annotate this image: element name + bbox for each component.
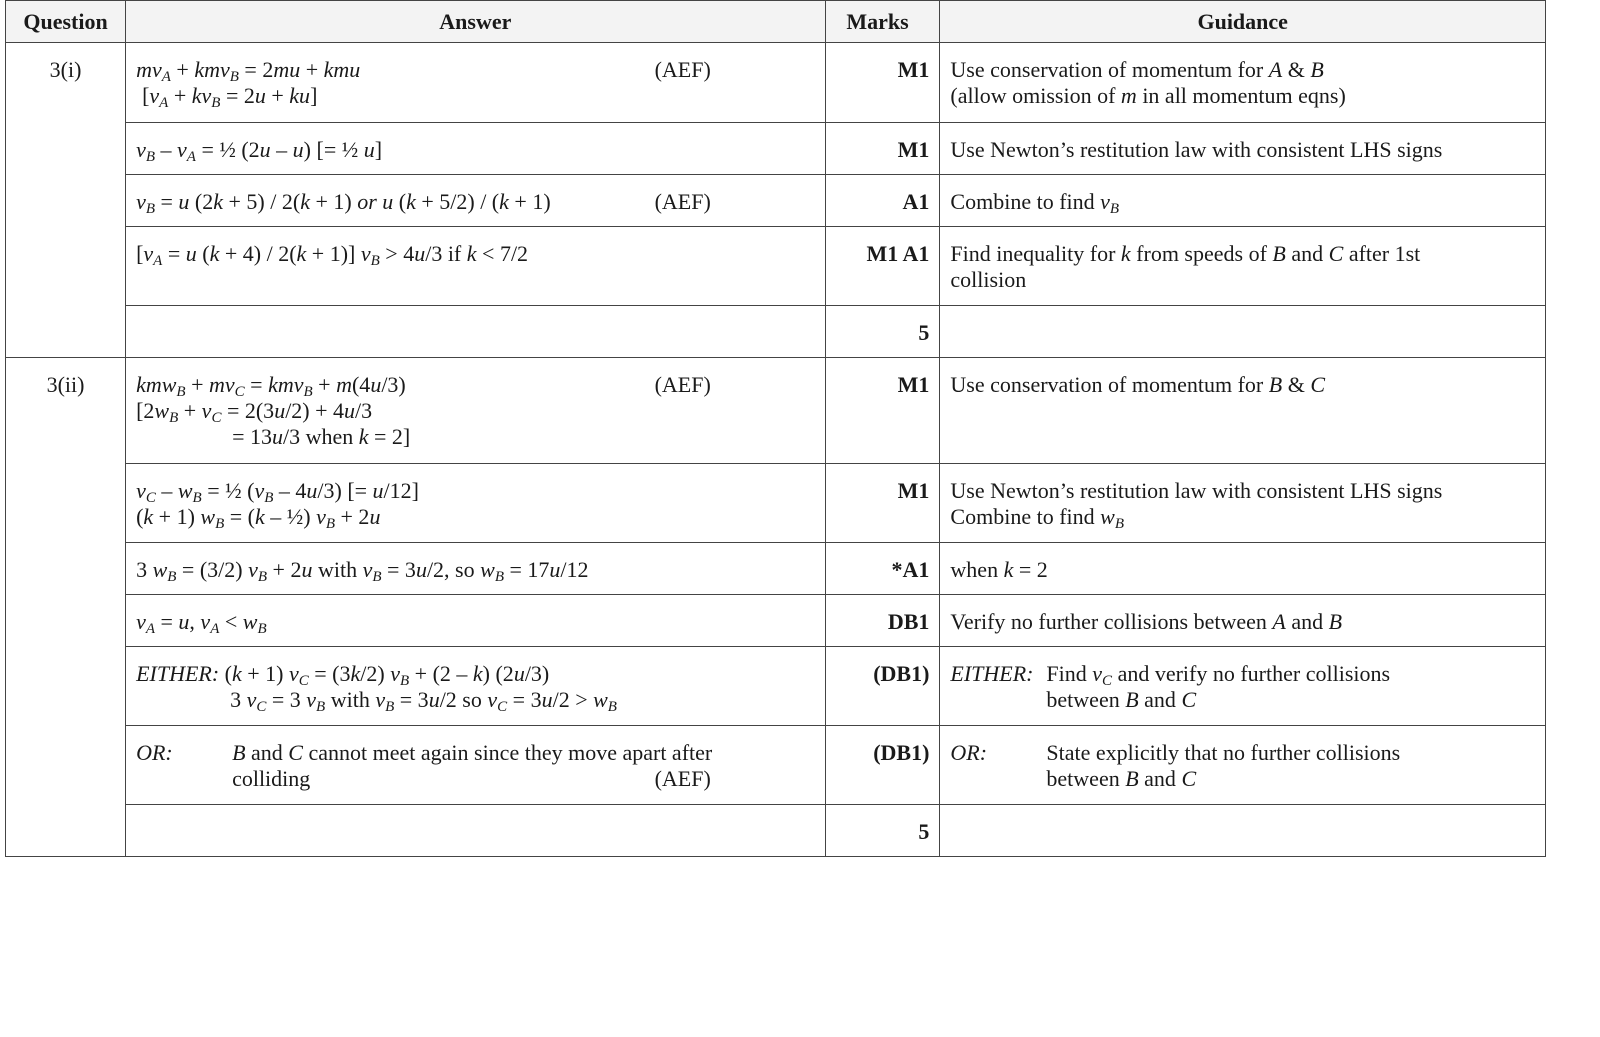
guidance-cell-empty (940, 805, 1546, 857)
guidance-line: Combine to find $v_B$ (950, 189, 1120, 217)
aef-note: (AEF) (654, 766, 711, 791)
answer-cell (126, 43, 826, 123)
answer-line: $kmw_B + mv_C = kmv_B + m(4u/3)$ (136, 372, 406, 400)
marks-cell: M1 (825, 123, 940, 175)
answer-cell (126, 123, 826, 175)
marks-cell: A1 (825, 175, 940, 227)
answer-cell-empty (126, 306, 826, 358)
header-marks: Marks (825, 1, 940, 43)
table-row (6, 227, 1546, 306)
either-label: EITHER: (950, 661, 1034, 686)
answer-line: [$2w_B + v_C = 2(3u/2) + 4u/3$ (136, 398, 373, 426)
table-row (6, 595, 1546, 647)
either-label: EITHER: (136, 661, 220, 686)
answer-cell (126, 726, 826, 805)
table-row (6, 464, 1546, 543)
guidance-cell (940, 464, 1546, 543)
guidance-cell (940, 227, 1546, 306)
header-guidance: Guidance (940, 1, 1546, 43)
answer-line: 3 $w_B = (3/2) v_B + 2u$ with $v_B = 3u/2$, so $w_B = 17u/12$ (136, 557, 589, 585)
table-row (6, 123, 1546, 175)
marks-cell: *A1 (825, 543, 940, 595)
answer-line: $v_B = u$ (2k + 5) / 2(k + 1) or u (k + 5/2) / (k + 1) (136, 189, 551, 217)
marks-cell: M1 (825, 464, 940, 543)
answer-cell (126, 175, 826, 227)
question-number: 3(ii) (6, 358, 126, 857)
guidance-line: between B and C (1046, 766, 1197, 791)
answer-line: $v_C - w_B$ = ½ $(v_B - 4u/3)$ [= u/12] (136, 478, 419, 506)
answer-cell-empty (126, 805, 826, 857)
guidance-line: Find $v_C$ and verify no further collisions (1046, 661, 1391, 689)
guidance-line: Verify no further collisions between A and B (950, 609, 1343, 634)
guidance-cell (940, 175, 1546, 227)
guidance-line: when k = 2 (950, 557, 1048, 582)
table-row (6, 543, 1546, 595)
marks-cell: (DB1) (825, 647, 940, 726)
mark-scheme-table (5, 0, 1546, 857)
marks-cell: M1 (825, 358, 940, 464)
marks-cell: DB1 (825, 595, 940, 647)
guidance-line: (allow omission of m in all momentum eqns) (950, 83, 1346, 108)
guidance-cell (940, 123, 1546, 175)
aef-note: (AEF) (654, 189, 711, 214)
answer-line: $[v_A + kv_B = 2u + ku]$ (142, 83, 318, 111)
answer-line: [$v_A = u$ (k + 4) / 2(k + 1)] $v_B > 4u/3$ if k < 7/2 (136, 241, 529, 269)
guidance-cell (940, 358, 1546, 464)
marks-cell: (DB1) (825, 726, 940, 805)
guidance-cell (940, 726, 1546, 805)
table-row (6, 358, 1546, 464)
aef-note: (AEF) (654, 372, 711, 397)
header-row (6, 1, 1546, 43)
table-row (6, 43, 1546, 123)
answer-cell (126, 358, 826, 464)
answer-line: = 13u/3 when k = 2] (232, 424, 411, 449)
guidance-line: Use conservation of momentum for B & C (950, 372, 1325, 397)
answer-cell (126, 464, 826, 543)
answer-line: $v_A = u$, $v_A < w_B$ (136, 609, 267, 637)
marks-cell: M1 A1 (825, 227, 940, 306)
answer-cell (126, 647, 826, 726)
header-question: Question (6, 1, 126, 43)
answer-line: (k + 1) $w_B = (k$ – ½) $v_B + 2u$ (136, 504, 381, 532)
guidance-line: Combine to find $w_B$ (950, 504, 1124, 532)
guidance-line: Find inequality for k from speeds of B and C after 1st (950, 241, 1421, 266)
aef-note: (AEF) (654, 57, 711, 82)
answer-line: B and C cannot meet again since they move apart after (232, 740, 713, 765)
marks-total: 5 (825, 306, 940, 358)
guidance-line: Use Newton’s restitution law with consistent LHS signs (950, 478, 1443, 503)
answer-line: $mv_A + kmv_B = 2mu$ + kmu (136, 57, 361, 85)
answer-cell (126, 595, 826, 647)
guidance-line: collision (950, 267, 1027, 292)
question-number: 3(i) (6, 43, 126, 358)
table-row (6, 175, 1546, 227)
guidance-cell (940, 543, 1546, 595)
guidance-cell-empty (940, 306, 1546, 358)
marks-cell: M1 (825, 43, 940, 123)
answer-cell (126, 543, 826, 595)
marks-total: 5 (825, 805, 940, 857)
guidance-cell (940, 43, 1546, 123)
total-row (6, 306, 1546, 358)
guidance-line: between B and C (1046, 687, 1197, 712)
answer-line: (k + 1) $v_C = (3k/2) v_B + (2 - k)$ (2u/3) (224, 661, 550, 689)
guidance-line: Use Newton’s restitution law with consistent LHS signs (950, 137, 1443, 162)
guidance-line: State explicitly that no further collisions (1046, 740, 1401, 765)
table-row (6, 726, 1546, 805)
answer-line: 3 $v_C = 3$ $v_B$ with $v_B = 3u/2$ so $v_C = 3u/2 > w_B$ (230, 687, 617, 715)
guidance-cell (940, 647, 1546, 726)
answer-cell (126, 227, 826, 306)
answer-line: $v_B - v_A$ = ½ (2u – u) [= ½ u] (136, 137, 383, 165)
or-label: OR: (136, 740, 173, 765)
answer-line: colliding (232, 766, 311, 791)
total-row (6, 805, 1546, 857)
header-answer: Answer (126, 1, 826, 43)
table-row (6, 647, 1546, 726)
guidance-line: Use conservation of momentum for A & B (950, 57, 1324, 82)
or-label: OR: (950, 740, 988, 765)
guidance-cell (940, 595, 1546, 647)
